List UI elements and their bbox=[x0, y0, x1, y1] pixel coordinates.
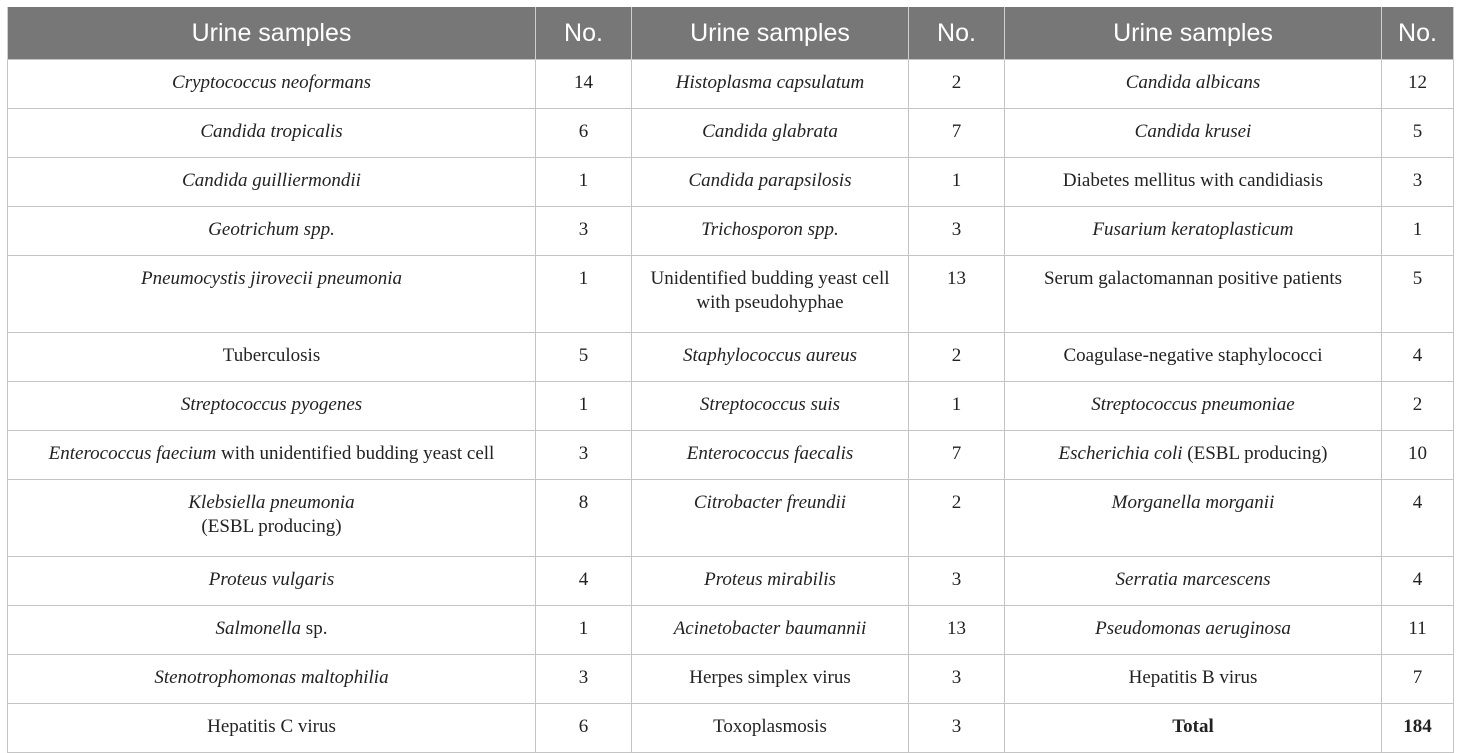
sample-text: Tuberculosis bbox=[222, 345, 321, 366]
species-name: Salmonella bbox=[215, 618, 302, 639]
sample-name-cell bbox=[8, 60, 536, 109]
count-cell: 4 bbox=[1382, 557, 1454, 606]
species-name: Morganella morganii bbox=[1111, 492, 1275, 513]
sample-name-cell bbox=[632, 704, 909, 753]
table-row bbox=[8, 60, 1454, 109]
total-label: Total bbox=[1172, 716, 1214, 737]
count-cell: 4 bbox=[1382, 480, 1454, 557]
species-name: Candida guilliermondii bbox=[182, 170, 361, 191]
count-cell: 7 bbox=[909, 109, 1005, 158]
count-cell: 1 bbox=[1382, 207, 1454, 256]
species-name: Candida parapsilosis bbox=[688, 170, 852, 191]
species-name: Klebsiella pneumonia bbox=[188, 492, 355, 513]
sample-text: (ESBL producing) bbox=[201, 516, 342, 537]
table-row bbox=[8, 655, 1454, 704]
sample-name-cell bbox=[8, 704, 536, 753]
sample-name-cell bbox=[1005, 382, 1382, 431]
sample-text: Hepatitis B virus bbox=[1128, 667, 1258, 688]
count-cell: 1 bbox=[536, 256, 632, 333]
species-name: Candida krusei bbox=[1134, 121, 1252, 142]
sample-name-cell bbox=[1005, 557, 1382, 606]
sample-name-cell bbox=[632, 207, 909, 256]
header-no-2: No. bbox=[909, 7, 1005, 60]
count-cell: 3 bbox=[536, 655, 632, 704]
sample-name-cell bbox=[1005, 158, 1382, 207]
table-row bbox=[8, 207, 1454, 256]
count-cell: 7 bbox=[909, 431, 1005, 480]
count-cell: 1 bbox=[909, 382, 1005, 431]
count-cell: 10 bbox=[1382, 431, 1454, 480]
header-no-3: No. bbox=[1382, 7, 1454, 60]
sample-text: with unidentified budding yeast cell bbox=[216, 443, 495, 464]
species-name: Streptococcus pneumoniae bbox=[1091, 394, 1295, 415]
sample-name-cell bbox=[632, 60, 909, 109]
sample-name-cell bbox=[1005, 480, 1382, 557]
species-name: Serratia marcescens bbox=[1115, 569, 1271, 590]
sample-name-cell bbox=[632, 606, 909, 655]
sample-name-cell bbox=[632, 382, 909, 431]
total-count-cell: 184 bbox=[1382, 704, 1454, 753]
table-row bbox=[8, 333, 1454, 382]
sample-name-cell bbox=[8, 606, 536, 655]
count-cell: 4 bbox=[536, 557, 632, 606]
sample-name-cell bbox=[632, 431, 909, 480]
count-cell: 3 bbox=[909, 207, 1005, 256]
count-cell: 2 bbox=[909, 333, 1005, 382]
count-cell: 13 bbox=[909, 256, 1005, 333]
sample-text: Coagulase-negative staphylococci bbox=[1063, 345, 1323, 366]
count-cell: 7 bbox=[1382, 655, 1454, 704]
sample-name-cell bbox=[632, 655, 909, 704]
species-name: Acinetobacter baumannii bbox=[673, 618, 867, 639]
count-cell: 3 bbox=[1382, 158, 1454, 207]
table-row bbox=[8, 557, 1454, 606]
sample-name-cell bbox=[1005, 256, 1382, 333]
header-urine-samples-1: Urine samples bbox=[8, 7, 536, 60]
sample-text: Unidentified budding yeast cell with pseudohyphae bbox=[650, 268, 890, 313]
sample-name-cell bbox=[632, 480, 909, 557]
species-name: Streptococcus suis bbox=[699, 394, 841, 415]
table-row bbox=[8, 109, 1454, 158]
species-name: Enterococcus faecalis bbox=[686, 443, 854, 464]
table-row bbox=[8, 704, 1454, 753]
sample-text: Hepatitis C virus bbox=[207, 716, 336, 737]
table-row bbox=[8, 158, 1454, 207]
urine-samples-table bbox=[7, 7, 1454, 753]
sample-name-cell bbox=[1005, 431, 1382, 480]
count-cell: 12 bbox=[1382, 60, 1454, 109]
count-cell: 13 bbox=[909, 606, 1005, 655]
sample-text: Toxoplasmosis bbox=[713, 716, 827, 737]
sample-name-cell bbox=[8, 431, 536, 480]
species-name: Candida glabrata bbox=[702, 121, 838, 142]
count-cell: 1 bbox=[909, 158, 1005, 207]
sample-name-cell bbox=[8, 109, 536, 158]
count-cell: 2 bbox=[909, 480, 1005, 557]
count-cell: 5 bbox=[1382, 256, 1454, 333]
species-name: Stenotrophomonas maltophilia bbox=[154, 667, 389, 688]
species-name: Candida albicans bbox=[1125, 72, 1261, 93]
species-name: Cryptococcus neoformans bbox=[172, 72, 371, 93]
sample-name-cell bbox=[8, 158, 536, 207]
sample-name-cell bbox=[8, 655, 536, 704]
sample-text: Herpes simplex virus bbox=[689, 667, 851, 688]
sample-name-cell bbox=[1005, 333, 1382, 382]
count-cell: 5 bbox=[536, 333, 632, 382]
table-row bbox=[8, 606, 1454, 655]
species-name: Proteus vulgaris bbox=[208, 569, 335, 590]
species-name: Geotrichum spp. bbox=[208, 219, 335, 240]
count-cell: 11 bbox=[1382, 606, 1454, 655]
species-name: Pneumocystis jirovecii pneumonia bbox=[140, 268, 402, 289]
sample-text: (ESBL producing) bbox=[1182, 443, 1328, 464]
sample-name-cell bbox=[1005, 606, 1382, 655]
sample-name-cell bbox=[1005, 109, 1382, 158]
species-name: Streptococcus pyogenes bbox=[180, 394, 363, 415]
sample-name-cell bbox=[632, 256, 909, 333]
species-name: Staphylococcus aureus bbox=[683, 345, 857, 366]
species-name: Trichosporon spp. bbox=[701, 219, 839, 240]
sample-text: sp. bbox=[301, 618, 328, 639]
species-name: Enterococcus faecium bbox=[48, 443, 217, 464]
count-cell: 2 bbox=[1382, 382, 1454, 431]
count-cell: 6 bbox=[536, 109, 632, 158]
total-label-cell bbox=[1005, 704, 1382, 753]
species-name: Proteus mirabilis bbox=[704, 569, 836, 590]
count-cell: 1 bbox=[536, 606, 632, 655]
count-cell: 4 bbox=[1382, 333, 1454, 382]
count-cell: 3 bbox=[909, 704, 1005, 753]
table-row bbox=[8, 480, 1454, 557]
sample-name-cell bbox=[632, 333, 909, 382]
header-no-1: No. bbox=[536, 7, 632, 60]
count-cell: 3 bbox=[536, 431, 632, 480]
count-cell: 2 bbox=[909, 60, 1005, 109]
table-row bbox=[8, 382, 1454, 431]
sample-text: Diabetes mellitus with candidiasis bbox=[1062, 170, 1324, 191]
count-cell: 6 bbox=[536, 704, 632, 753]
count-cell: 3 bbox=[909, 557, 1005, 606]
species-name: Pseudomonas aeruginosa bbox=[1095, 618, 1291, 639]
species-name: Candida tropicalis bbox=[200, 121, 343, 142]
sample-name-cell bbox=[1005, 60, 1382, 109]
species-name: Escherichia coli bbox=[1058, 443, 1183, 464]
header-row bbox=[8, 7, 1454, 60]
sample-name-cell bbox=[8, 207, 536, 256]
sample-name-cell bbox=[632, 109, 909, 158]
sample-name-cell bbox=[632, 158, 909, 207]
header-urine-samples-2: Urine samples bbox=[632, 7, 909, 60]
table-row bbox=[8, 256, 1454, 333]
count-cell: 8 bbox=[536, 480, 632, 557]
sample-name-cell bbox=[1005, 655, 1382, 704]
sample-name-cell bbox=[632, 557, 909, 606]
sample-name-cell bbox=[1005, 207, 1382, 256]
sample-name-cell bbox=[8, 256, 536, 333]
count-cell: 1 bbox=[536, 158, 632, 207]
species-name: Fusarium keratoplasticum bbox=[1092, 219, 1294, 240]
header-urine-samples-3: Urine samples bbox=[1005, 7, 1382, 60]
species-name: Histoplasma capsulatum bbox=[675, 72, 865, 93]
species-name: Citrobacter freundii bbox=[693, 492, 847, 513]
sample-name-cell bbox=[8, 480, 536, 557]
count-cell: 5 bbox=[1382, 109, 1454, 158]
table-row bbox=[8, 431, 1454, 480]
count-cell: 3 bbox=[909, 655, 1005, 704]
count-cell: 1 bbox=[536, 382, 632, 431]
sample-text: Serum galactomannan positive patients bbox=[1043, 268, 1343, 289]
count-cell: 14 bbox=[536, 60, 632, 109]
sample-name-cell bbox=[8, 557, 536, 606]
count-cell: 3 bbox=[536, 207, 632, 256]
sample-name-cell bbox=[8, 382, 536, 431]
sample-name-cell bbox=[8, 333, 536, 382]
